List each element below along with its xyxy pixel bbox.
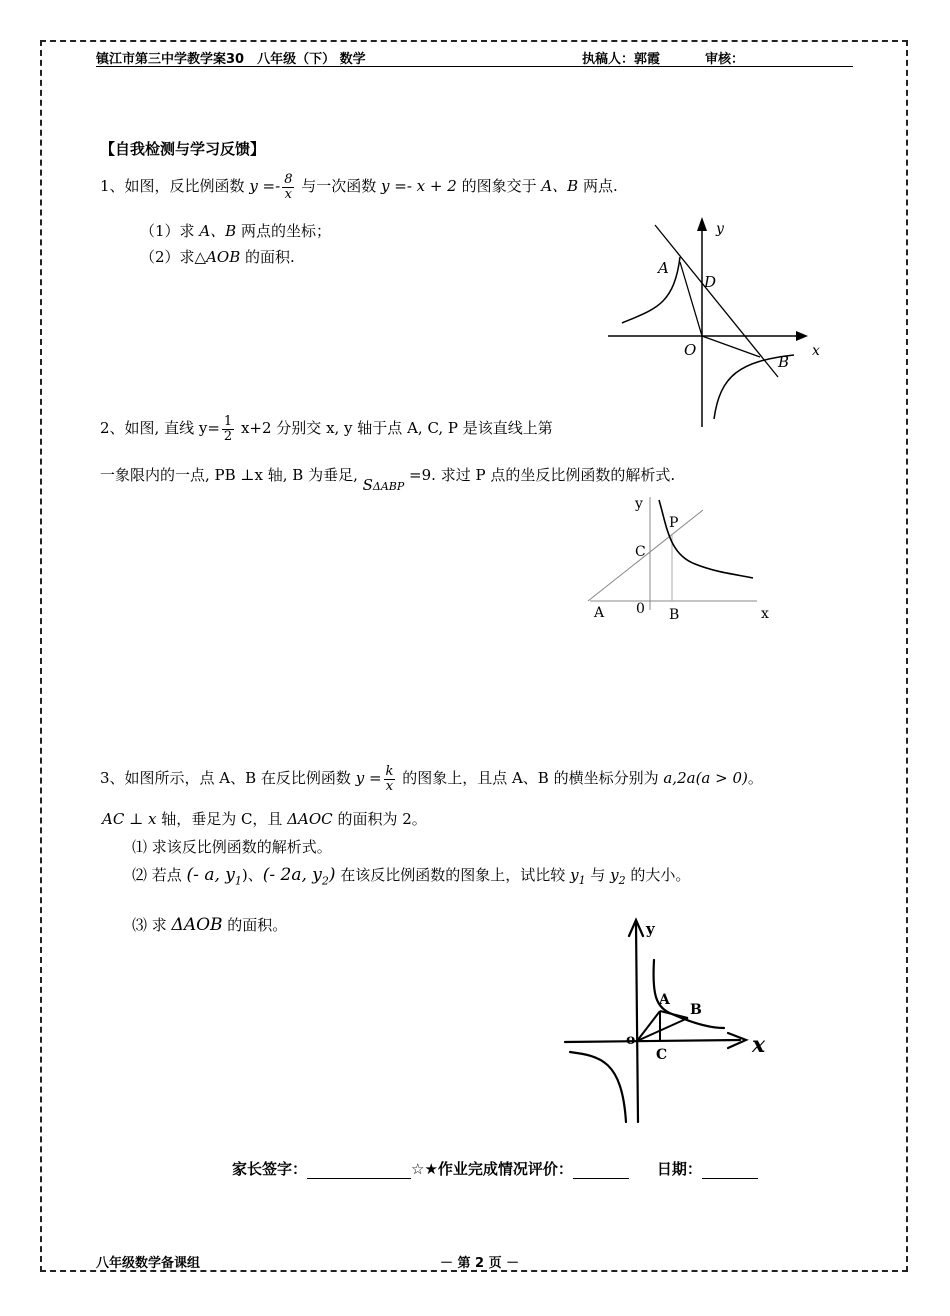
q1-hyperbola-left xyxy=(622,257,680,323)
q1-func2: y =- x + 2 xyxy=(381,177,457,195)
q3-y1-sub: 1 xyxy=(578,874,586,887)
q3-sub2-a: ⑵ 若点 xyxy=(132,866,187,884)
q1-func1-den: x xyxy=(284,186,293,202)
q2-text-b: x+2 分别交 x, y 轴于点 A, C, P 是该直线上第 xyxy=(236,419,553,437)
q1-segment-OB xyxy=(702,336,760,357)
homework-eval-label: ☆★作业完成情况评价： xyxy=(411,1160,573,1178)
q1-text-d: 两点. xyxy=(578,177,618,195)
q3-sub3 xyxy=(132,914,287,935)
q3-label-C: C xyxy=(656,1047,668,1063)
q1-func1-frac xyxy=(282,173,294,202)
q3-line2 xyxy=(102,808,427,829)
q1-sub2-a: （2）求△ xyxy=(140,248,207,266)
q3-sub2-b: 在该反比例函数的图象上，试比较 xyxy=(335,866,571,884)
q3-point2 xyxy=(262,865,336,888)
q2-line2 xyxy=(100,464,676,494)
q3-sub2-c: 的大小。 xyxy=(625,866,691,884)
q3-text-d: 轴，垂足为 C，且 xyxy=(156,810,288,828)
parent-signature-label: 家长签字： xyxy=(232,1160,308,1178)
q3-segment-AB xyxy=(660,1011,688,1018)
q2-area-S-letter: S xyxy=(362,476,373,494)
q3-point2-end: ) xyxy=(328,865,336,885)
date-label: 日期： xyxy=(656,1160,702,1178)
q3-y2-sub: 2 xyxy=(618,874,626,887)
q1-func1-lhs: y =- xyxy=(249,177,281,195)
q1-x-arrow xyxy=(796,331,808,341)
q1-line1 xyxy=(100,168,618,204)
q1-func1-num: 8 xyxy=(284,171,293,187)
q3-point2-text: (- 2a, y xyxy=(262,865,322,885)
q2-slope-num: 1 xyxy=(223,413,233,429)
q2-label-x: x xyxy=(761,606,769,622)
q3-func-num: k xyxy=(385,763,394,779)
q3-func-den: x xyxy=(385,778,394,794)
q2-text-a: 2、如图, 直线 y= xyxy=(100,419,220,437)
q1-sub1-b: 两点的坐标； xyxy=(236,222,331,240)
homework-eval-field[interactable] xyxy=(573,1164,629,1179)
q2-label-B: B xyxy=(669,607,680,623)
q3-y2 xyxy=(610,866,626,887)
q3-label-B: B xyxy=(690,1002,702,1018)
q1-label-A: A xyxy=(658,259,669,277)
q1-segment-OA xyxy=(680,262,702,336)
q2-label-P: P xyxy=(669,515,679,531)
q3-label-y: y xyxy=(646,920,655,938)
q3-sub3-a: ⑶ 求 xyxy=(132,916,172,934)
signature-row xyxy=(232,1158,758,1179)
footer-page-number: － 第 2 页 － xyxy=(440,1256,520,1271)
q2-text-c: 一象限内的一点, PB ⊥x 轴, B 为垂足, xyxy=(100,466,363,484)
q1-label-O: O xyxy=(684,341,697,359)
q2-slope-frac xyxy=(222,415,234,444)
q3-x-axis xyxy=(565,1040,740,1042)
q3-point2-sub: 2 xyxy=(321,874,329,888)
q3-figure xyxy=(560,910,780,1130)
q1-y-arrow xyxy=(697,217,707,231)
q3-sub3-c: 的面积。 xyxy=(222,916,288,934)
q2-label-O: 0 xyxy=(636,601,645,617)
q3-label-O: o xyxy=(626,1032,636,1048)
q2-label-C: C xyxy=(635,544,646,560)
q1-points: A、B xyxy=(541,177,579,195)
q3-label-A: A xyxy=(659,992,670,1008)
q3-text-b: 的图象上，且点 A、B 的横坐标分别为 xyxy=(397,769,664,787)
q3-func-lhs: y = xyxy=(355,769,382,787)
q3-sub2 xyxy=(132,864,690,887)
q3-text-c: 。 xyxy=(747,769,763,787)
q3-y1 xyxy=(570,866,586,887)
q1-text-b: 与一次函数 xyxy=(296,177,382,195)
q1-sub2-triangle: AOB xyxy=(206,248,241,266)
q1-label-x: x xyxy=(812,343,820,359)
q2-area-S-sub: ΔABP xyxy=(372,480,405,493)
header-review: 审核： xyxy=(705,52,745,67)
q3-triangle-AOC: ΔAOC xyxy=(287,810,333,828)
footer-group: 八年级数学备课组 xyxy=(96,1256,201,1271)
parent-signature-field[interactable] xyxy=(307,1164,411,1179)
q2-hyperbola xyxy=(659,500,753,578)
q3-line1 xyxy=(100,758,763,798)
q2-area-S xyxy=(363,476,405,494)
q3-hyperbola-left xyxy=(570,1052,626,1122)
q1-figure xyxy=(600,205,840,435)
q3-text-a: 3、如图所示，点 A、B 在反比例函数 xyxy=(100,769,356,787)
q1-text-c: 的图象交于 xyxy=(456,177,542,195)
q1-sub2-c: 的面积. xyxy=(240,248,295,266)
q3-point1 xyxy=(186,865,242,888)
q3-point1-sub: 1 xyxy=(234,874,242,888)
q3-perp: AC ⊥ x xyxy=(102,810,157,828)
q2-line1 xyxy=(100,408,553,448)
q1-sub2 xyxy=(140,246,295,267)
q3-point1-text: (- a, y xyxy=(186,865,235,885)
q1-sub1 xyxy=(140,220,331,241)
q3-label-x: x xyxy=(752,1032,766,1058)
header-rule xyxy=(96,66,853,67)
date-field[interactable] xyxy=(702,1164,758,1179)
q3-sub1: ⑴ 求该反比例函数的解析式。 xyxy=(132,838,332,856)
q3-condition: (a > 0) xyxy=(695,769,748,787)
q2-label-y: y xyxy=(635,496,643,512)
q3-y1-text: y xyxy=(570,866,579,884)
q3-and: 与 xyxy=(585,866,611,884)
q1-label-y: y xyxy=(716,221,724,237)
q3-sub3-triangle: ΔAOB xyxy=(171,915,223,935)
q3-sep: )、 xyxy=(241,866,263,884)
q2-slope-den: 2 xyxy=(223,428,233,444)
q1-line xyxy=(655,225,778,377)
q3-y2-text: y xyxy=(610,866,619,884)
q1-label-B: B xyxy=(778,353,790,371)
q2-text-d: =9. 求过 P 点的坐反比例函数的解析式. xyxy=(404,466,676,484)
q3-text-e: 的面积为 2。 xyxy=(332,810,427,828)
q3-func-frac xyxy=(384,765,396,794)
q1-label-D: D xyxy=(704,273,717,291)
header-title: 镇江市第三中学教学案30 八年级（下） 数学 xyxy=(96,52,366,67)
q1-sub1-points: A、B xyxy=(199,222,237,240)
q1-sub1-a: （1）求 xyxy=(140,222,200,240)
q2-figure xyxy=(585,492,785,627)
q1-text-a: 1、如图，反比例函数 xyxy=(100,177,250,195)
section-title: 【自我检测与学习反馈】 xyxy=(100,140,266,158)
q2-label-A: A xyxy=(594,605,605,621)
header-author: 执稿人：郭霞 xyxy=(582,52,661,67)
q3-y-axis xyxy=(636,924,638,1122)
q3-abscissas: a,2a xyxy=(663,769,696,787)
